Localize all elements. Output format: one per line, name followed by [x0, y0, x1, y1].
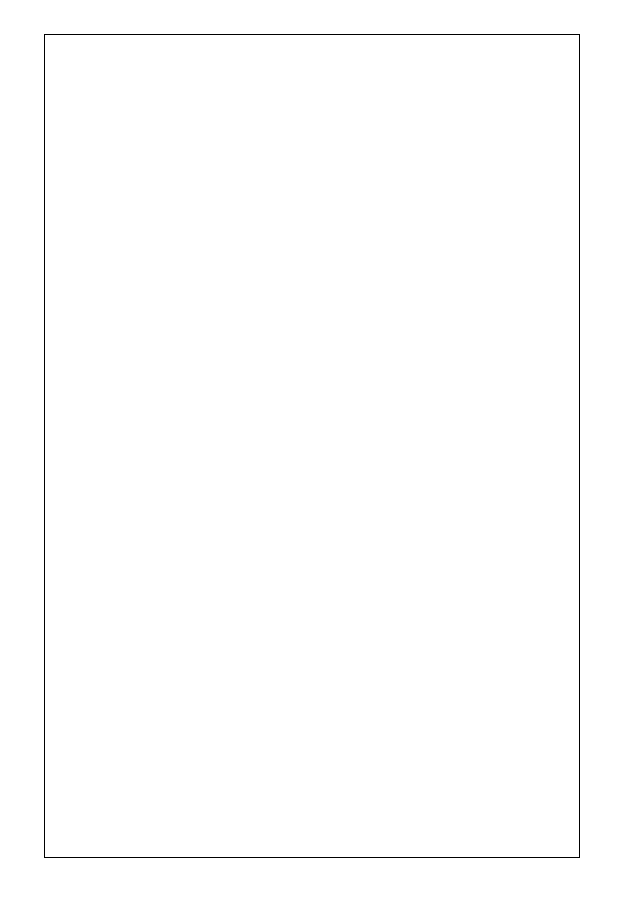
budget-table [44, 34, 580, 858]
rotated-page-content [44, 34, 580, 858]
